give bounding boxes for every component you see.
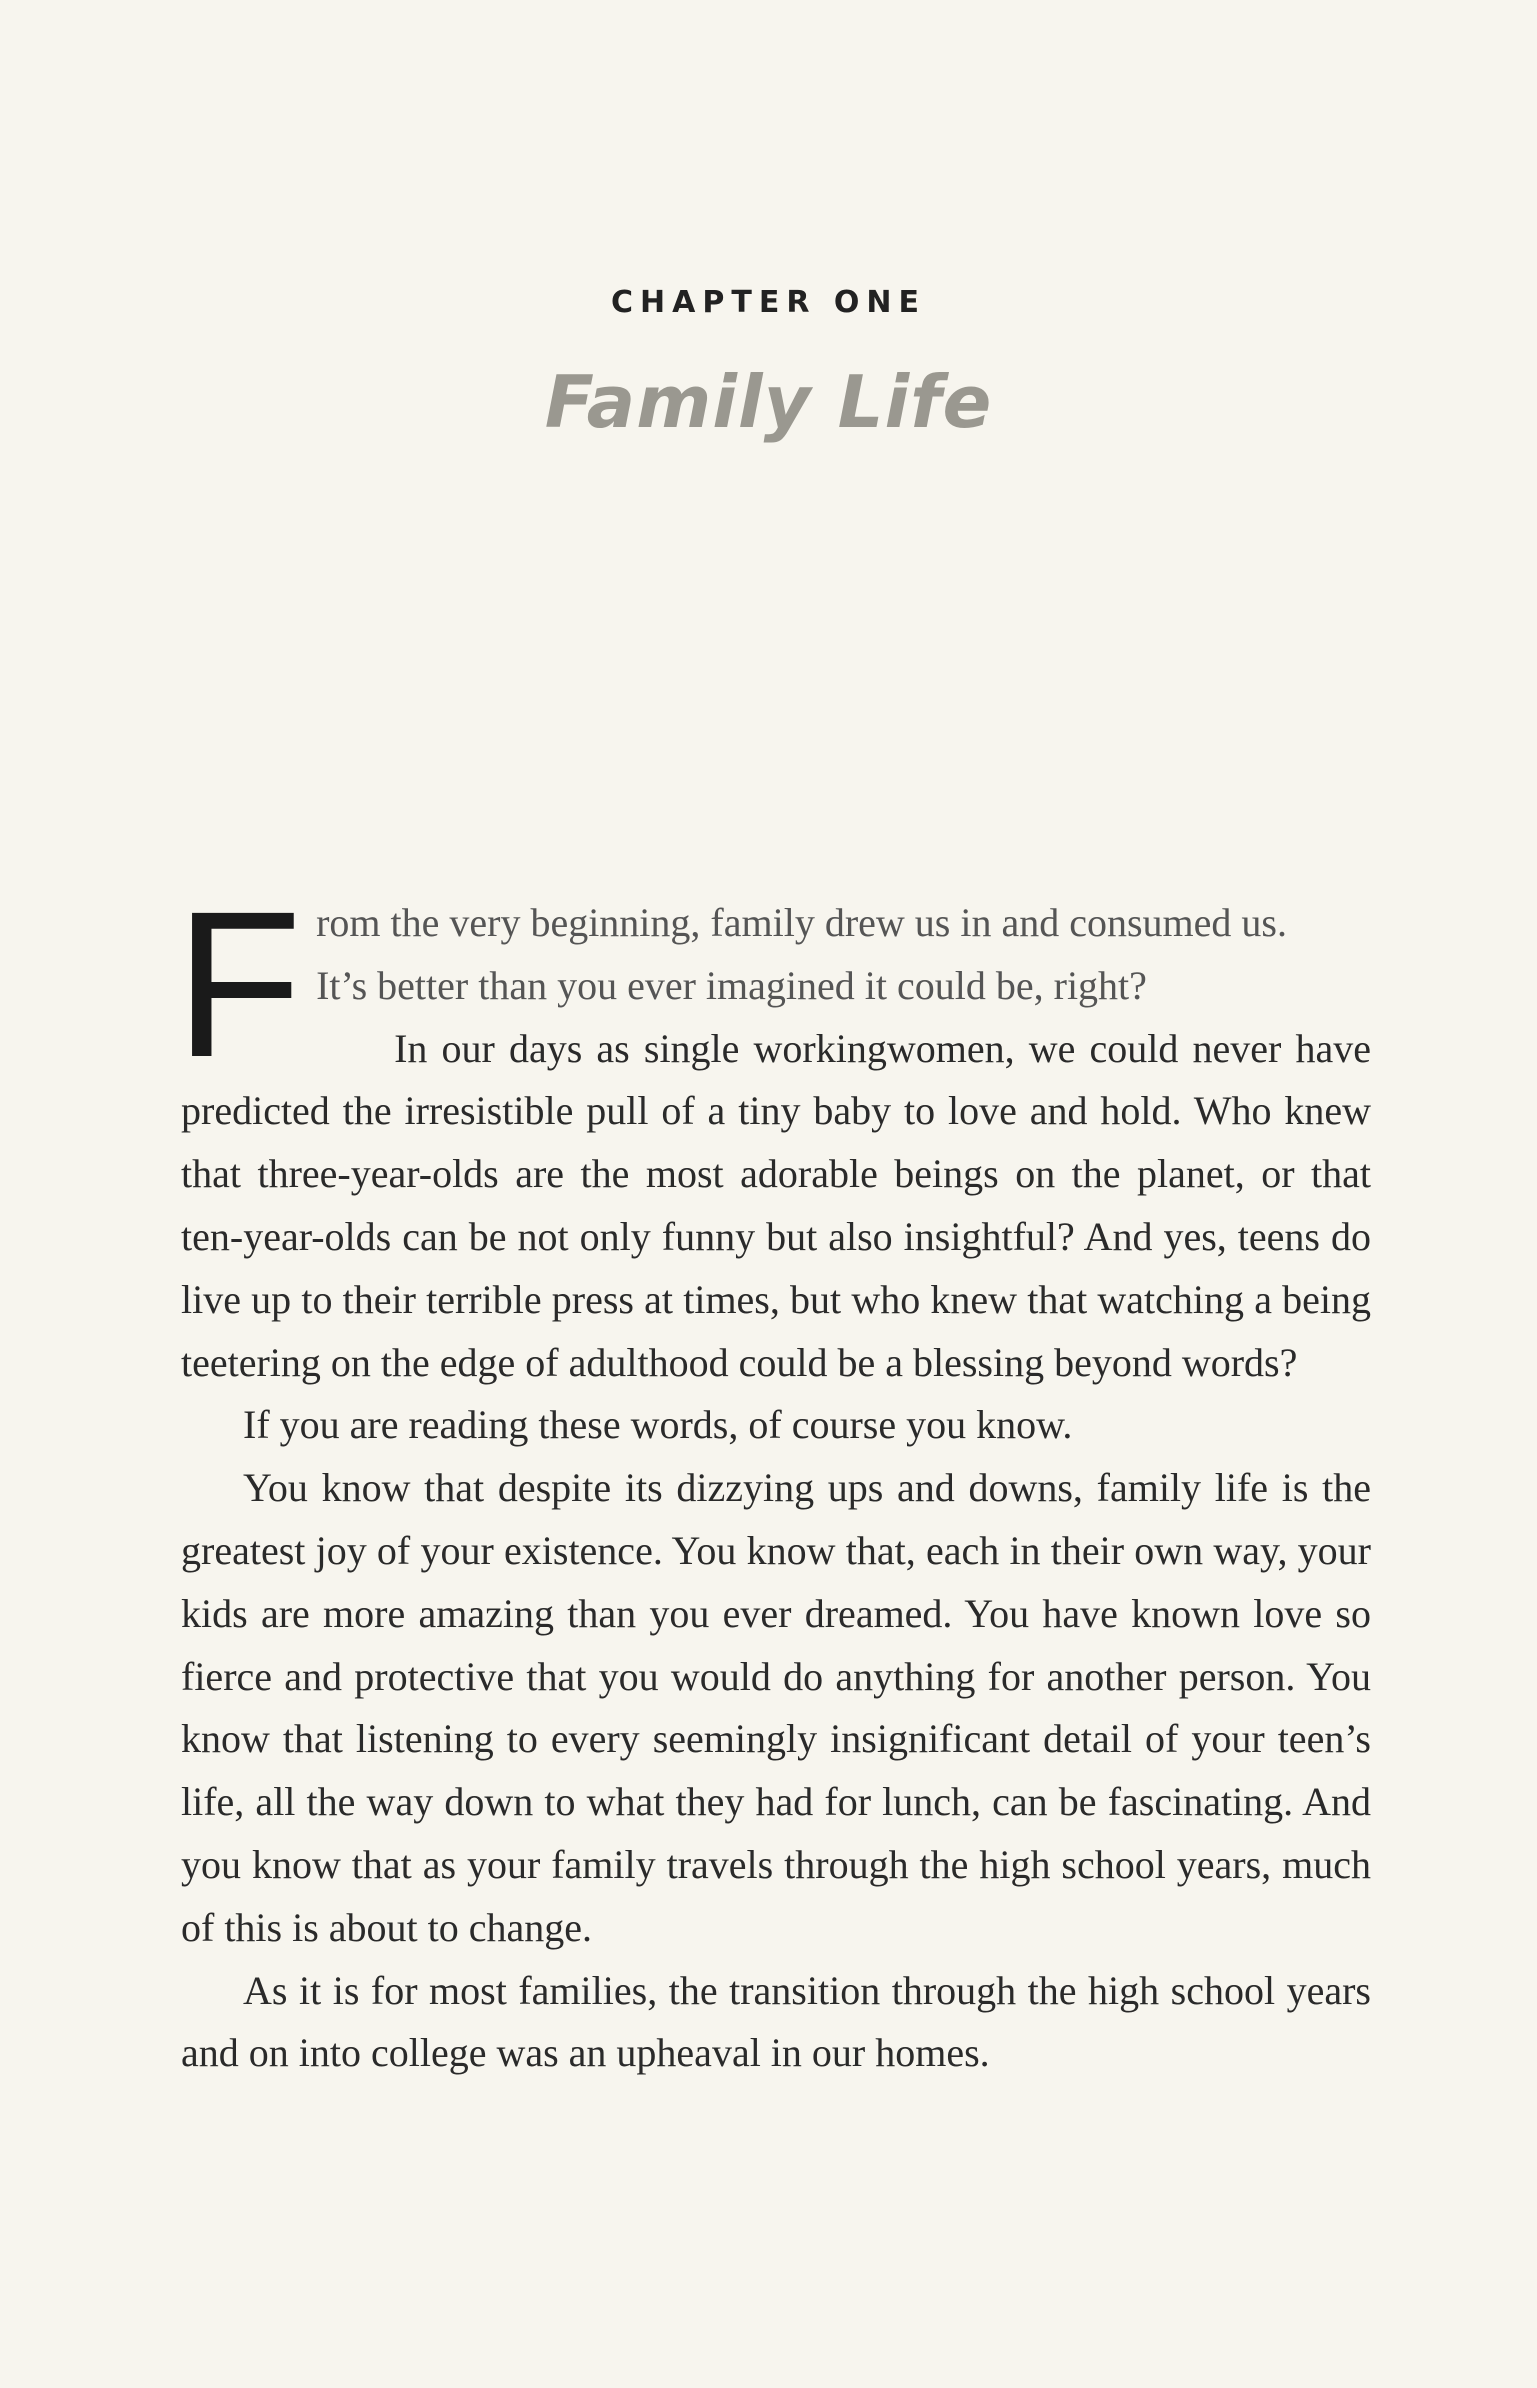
opening-line-2: It’s better than you ever imagined it could be, right? [316,962,1147,1008]
chapter-body [175,869,1371,2085]
opening-paragraph [175,869,1371,1394]
opening-line-1: rom the very beginning, family drew us in and consumed us. [316,900,1287,945]
body-paragraph-1: In our days as single workingwomen, we could never have predicted the irresistible pull of a tiny baby to love and hold. Who knew that three-year-olds are the most adorable beings on the planet, or that ten-year-olds can be not only funny but also insightful? And yes, teens do live up to their terrible press at times, but who knew that watching a being teetering on the edge of adulthood could be a blessing beyond words? [181,1025,1371,1385]
body-paragraph-4: As it is for most families, the transition through the high school years and on into college was an upheaval in our homes. [181,1967,1371,2076]
chapter-title: Family Life [544,360,993,444]
body-paragraph-3: You know that despite its dizzying ups and downs, family life is the greatest joy of your existence. You know that, each in their own way, your kids are more amazing than you ever dreamed. You have known love so fierce and protective that you would do anything for another person. You know that listening to every seemingly insignificant detail of your teen’s life, all the way down to what they had for lunch, can be fascinating. And you know that as your family travels through the high school years, much of this is about to change. [181,1465,1371,1950]
chapter-label: CHAPTER ONE [611,285,926,320]
drop-cap: F [175,869,303,1101]
body-paragraph-2: If you are reading these words, of course you know. [243,1402,1073,1448]
